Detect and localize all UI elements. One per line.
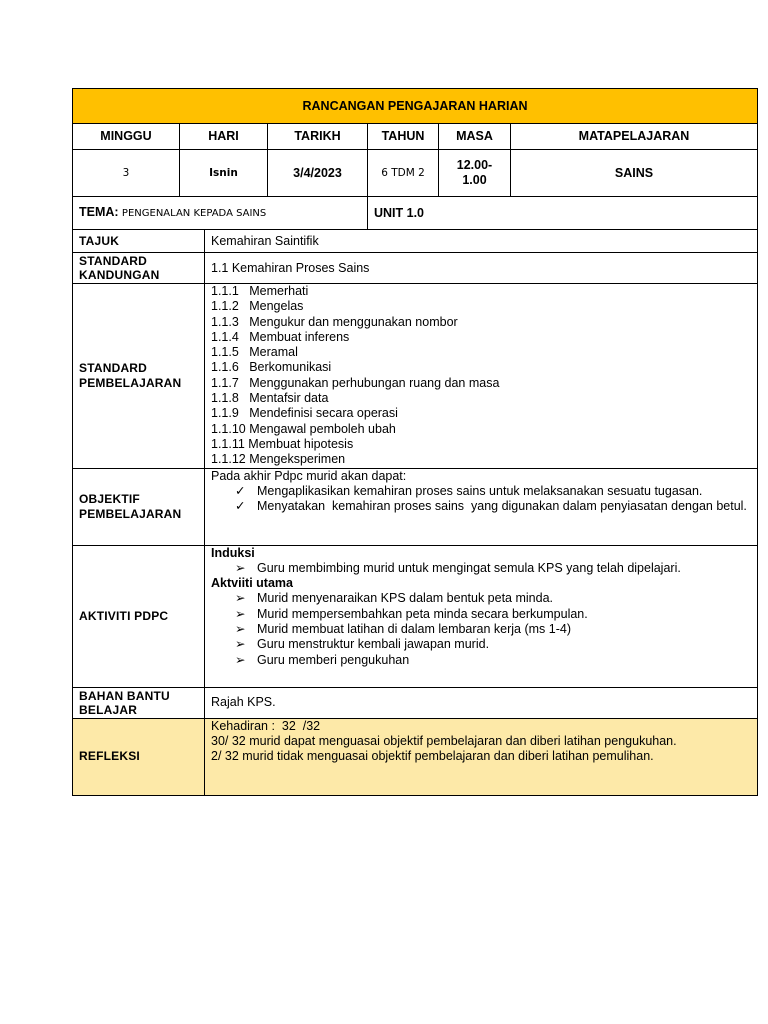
aktiviti-item-text: Guru memberi pengukuhan	[257, 652, 410, 667]
column-header-hari: HARI	[180, 124, 268, 150]
lesson-plan-sheet	[72, 88, 747, 796]
list-item: 1.1.11 Membuat hipotesis	[211, 436, 354, 451]
bahan-row	[73, 687, 758, 718]
list-item: 1.1.5 Meramal	[211, 345, 298, 360]
bahan-label-line-1: BAHAN BANTU	[79, 688, 170, 703]
aktiviti-item-text: Murid mempersembahkan peta minda secara berkumpulan.	[257, 606, 588, 621]
value-tahun: 6 TDM 2	[368, 150, 439, 197]
arrow-bullet-icon: ➢	[235, 652, 246, 667]
arrow-bullet-icon: ➢	[235, 622, 246, 637]
list-item: 1.1.6 Berkomunikasi	[211, 360, 332, 375]
objektif-label	[73, 468, 205, 545]
tema-row	[73, 197, 758, 230]
list-item: 1.1.9 Mendefinisi secara operasi	[211, 406, 398, 421]
objektif-label-line-2: PEMBELAJARAN	[79, 506, 182, 521]
bahan-value: Rajah KPS.	[205, 687, 758, 718]
column-header-minggu: MINGGU	[73, 124, 180, 150]
tajuk-label: TAJUK	[73, 230, 205, 253]
refleksi-label: REFLEKSI	[73, 718, 205, 795]
tajuk-row	[73, 230, 758, 253]
aktiviti-item-text: Murid membuat latihan di dalam lembaran kerja (ms 1-4)	[257, 622, 572, 637]
column-header-tarikh: TARIKH	[268, 124, 368, 150]
header-values-row	[73, 150, 758, 197]
arrow-bullet-icon: ➢	[235, 591, 246, 606]
standard-kandungan-label	[73, 253, 205, 284]
bahan-label	[73, 687, 205, 718]
refleksi-line: 2/ 32 murid tidak menguasai objektif pembelajaran dan diberi latihan pemulihan.	[211, 749, 654, 764]
tajuk-value: Kemahiran Saintifik	[205, 230, 758, 253]
value-hari: Isnin	[180, 150, 268, 197]
list-item: 1.1.10 Mengawal pemboleh ubah	[211, 421, 396, 436]
refleksi-line: Kehadiran : 32 /32	[211, 718, 321, 733]
list-item: 1.1.7 Menggunakan perhubungan ruang dan masa	[211, 375, 500, 390]
standard-kandungan-label-line-1: STANDARD	[79, 254, 148, 268]
header-columns-row	[73, 124, 758, 150]
standard-pembelajaran-label-line-2: PEMBELAJARAN	[79, 375, 182, 390]
objektif-label-line-1: OBJEKTIF	[79, 491, 140, 506]
tema-label: TEMA:	[79, 205, 119, 219]
list-item: 1.1.1 Memerhati	[211, 284, 309, 298]
tema-value: PENGENALAN KEPADA SAINS	[121, 208, 267, 219]
list-item	[235, 622, 751, 637]
tema-cell	[73, 197, 368, 230]
objektif-row	[73, 468, 758, 545]
refleksi-content	[205, 718, 758, 795]
list-item: 1.1.4 Membuat inferens	[211, 329, 350, 344]
aktiviti-item-text: Murid menyenaraikan KPS dalam bentuk peta minda.	[257, 591, 553, 606]
objektif-intro: Pada akhir Pdpc murid akan dapat:	[211, 468, 407, 483]
objektif-item-text: Menyatakan kemahiran proses sains yang digunakan dalam penyiasatan dengan betul.	[257, 499, 747, 514]
induksi-list	[211, 561, 751, 576]
objektif-item-text: Mengaplikasikan kemahiran proses sains untuk melaksanakan sesuatu tugasan.	[257, 483, 703, 498]
aktiviti-item-text: Guru menstruktur kembali jawapan murid.	[257, 637, 490, 652]
aktiviti-content	[205, 545, 758, 687]
list-item	[235, 606, 751, 622]
check-icon: ✓	[235, 499, 246, 514]
lesson-plan-table	[72, 88, 758, 796]
standard-pembelajaran-row	[73, 284, 758, 469]
induksi-item-text: Guru membimbing murid untuk mengingat semula KPS yang telah dipelajari.	[257, 560, 681, 575]
list-item: 1.1.12 Mengeksperimen	[211, 452, 346, 467]
objektif-list	[211, 484, 751, 515]
column-header-masa: MASA	[439, 124, 511, 150]
arrow-bullet-icon: ➢	[235, 637, 246, 652]
refleksi-row	[73, 718, 758, 795]
list-item	[235, 560, 751, 576]
list-item: 1.1.8 Mentafsir data	[211, 391, 329, 406]
value-matapelajaran: SAINS	[511, 150, 758, 197]
arrow-bullet-icon: ➢	[235, 606, 246, 621]
list-item: 1.1.2 Mengelas	[211, 299, 304, 314]
unit-value: UNIT 1.0	[368, 197, 758, 230]
standard-pembelajaran-label-line-1: STANDARD	[79, 360, 148, 375]
list-item	[235, 652, 751, 668]
list-item: 1.1.3 Mengukur dan menggunakan nombor	[211, 314, 458, 329]
value-masa: 12.00-1.00	[439, 150, 511, 197]
aktiviti-utama-list	[211, 591, 751, 667]
standard-kandungan-row	[73, 253, 758, 284]
list-item	[235, 591, 751, 606]
standard-pembelajaran-label	[73, 284, 205, 469]
induksi-title: Induksi	[211, 545, 255, 560]
value-minggu: 3	[73, 150, 180, 197]
standard-pembelajaran-list	[205, 284, 758, 469]
aktiviti-label: AKTIVITI PDPC	[73, 545, 205, 687]
aktiviti-utama-title: Aktviiti utama	[211, 576, 293, 591]
bahan-label-line-2: BELAJAR	[79, 702, 138, 717]
page-title: RANCANGAN PENGAJARAN HARIAN	[73, 89, 758, 124]
list-item	[235, 499, 751, 514]
standard-kandungan-label-line-2: KANDUNGAN	[79, 268, 160, 282]
list-item	[235, 637, 751, 652]
list-item	[235, 483, 751, 499]
aktiviti-row	[73, 545, 758, 687]
arrow-bullet-icon: ➢	[235, 560, 246, 575]
column-header-matapelajaran: MATAPELAJARAN	[511, 124, 758, 150]
objektif-content	[205, 468, 758, 545]
refleksi-line: 30/ 32 murid dapat menguasai objektif pembelajaran dan diberi latihan pengukuhan.	[211, 733, 677, 748]
check-icon: ✓	[235, 483, 246, 498]
standard-kandungan-value: 1.1 Kemahiran Proses Sains	[205, 253, 758, 284]
value-tarikh: 3/4/2023	[268, 150, 368, 197]
column-header-tahun: TAHUN	[368, 124, 439, 150]
